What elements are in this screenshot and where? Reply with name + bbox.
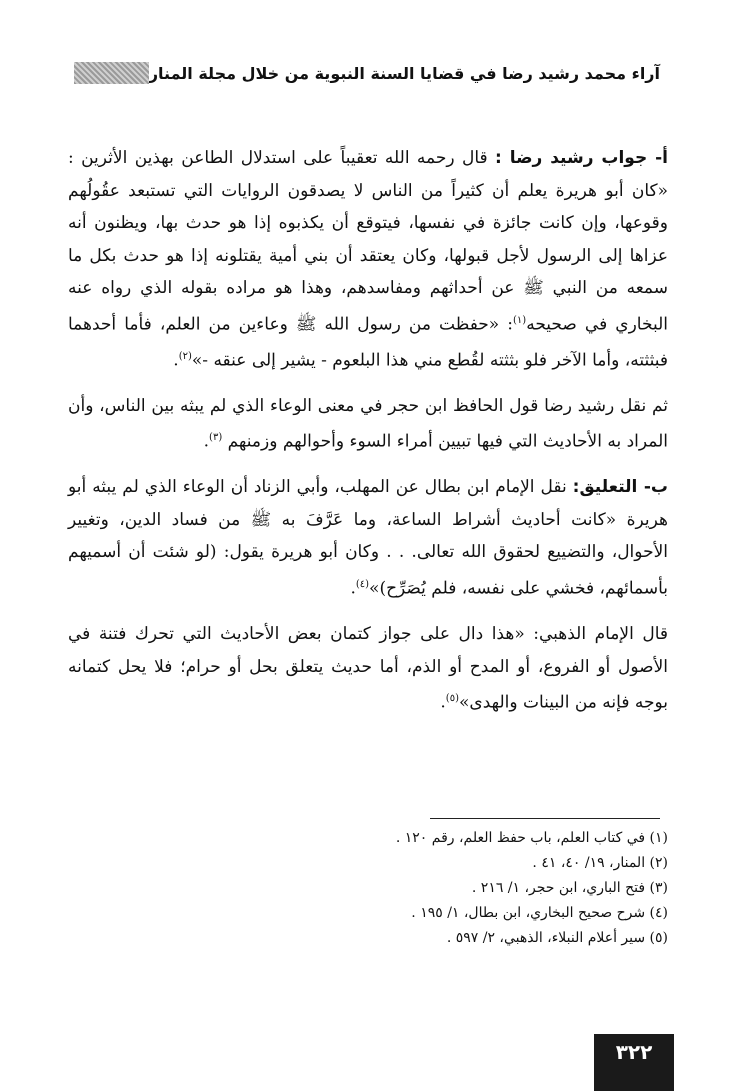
paragraph-text: . (173, 350, 179, 371)
footnote-ref[interactable]: (٣) (209, 432, 223, 444)
header-title: آراء محمد رشيد رضا في قضايا السنة النبوية من خلال مجلة المنار (148, 63, 660, 83)
section-lead-a: أ- جواب رشيد رضا : (495, 148, 669, 168)
paragraph-text: قال الإمام الذهبي: «هذا دال على جواز كتمان بعض الأحاديث التي تحرك فتنة في الأصول أو الفروع، أو المدح أو الذم، أما حديث يتعلق بحل أو حرام؛ فلا يحل كتمانه بوجه فإنه من البينات والهدى» (68, 624, 668, 713)
footnote-1: (١) في كتاب العلم، باب حفظ العلم، رقم ١٢٠ . (395, 830, 668, 846)
footnote-3: (٣) فتح الباري، ابن حجر، ١/ ٢١٦ . (471, 880, 668, 896)
paragraph-text: نقل الإمام ابن بطال عن المهلب، وأبي الزناد أن الوعاء الذي لم يبثه أبو هريرة «كانت أحاديث أشراط الساعة، وما عَرَّفَ به ﷺ من فساد الدين، وتغيير الأحوال، والتضييع لحقوق الله تعالى. . . وكان أبو هريرة يقول: (لو شئت أن أسميهم بأسمائهم، فخشي على نفسه، فلم يُصَرِّح)» (68, 477, 668, 599)
paragraph-ibn-hajar (68, 390, 668, 459)
paragraph-answer (68, 142, 668, 377)
footnote-ref[interactable]: (١) (513, 314, 527, 326)
section-lead-b: ب- التعليق: (572, 477, 668, 498)
footnote-2: (٢) المنار، ١٩/ ٤٠، ٤١ . (532, 855, 668, 871)
paragraph-text: : «حفظت من رسول الله ﷺ وعاءين من العلم، فأما أحدهما فبثثته، وأما الآخر فلو بثثته لقُطع مني هذا البلعوم - يشير إلى عنقه -» (68, 314, 668, 371)
paragraph-text: قال رحمه الله تعقيباً على استدلال الطاعن بهذين الأثرين : «كان أبو هريرة يعلم أن كثيراً من الناس لا يصدقون الروايات التي تستبعد عقُولُهم وقوعها، وإن كانت جائزة في نفسها، فيتوقع أن يكذبوه إذا هو حدث بها، ويظنون أنه عزاها إلى الرسول لأجل قبولها، وكان يعتقد أن بني أمية يقتلونه إذا هو حدث بكل ما سمعه من النبي ﷺ عن أحداثهم ومفاسدهم، وهذا هو مراده بقوله الذي رواه عنه البخاري في صحيحه (68, 148, 668, 335)
header-decorative-bar (74, 62, 149, 84)
running-header (60, 56, 660, 90)
paragraph-commentary (68, 471, 668, 605)
main-text (68, 142, 668, 732)
paragraph-text: . (350, 578, 356, 599)
paragraph-text: ثم نقل رشيد رضا قول الحافظ ابن حجر في معنى الوعاء الذي لم يبثه بين الناس، وأن المراد به الأحاديث التي فيها تبيين أمراء السوء وأحوالهم وزمنهم (68, 395, 668, 452)
footnote-5: (٥) سير أعلام النبلاء، الذهبي، ٢/ ٥٩٧ . (446, 930, 668, 946)
footnote-divider (430, 818, 660, 819)
footnote-ref[interactable]: (٤) (355, 578, 370, 590)
paragraph-text: . (440, 692, 446, 713)
page-number: ٣٢٢ (594, 1034, 674, 1091)
footnote-ref[interactable]: (٢) (178, 350, 192, 362)
footnote-4: (٤) شرح صحيح البخاري، ابن بطال، ١/ ١٩٥ . (411, 905, 668, 921)
paragraph-dhahabi (68, 618, 668, 719)
footnotes (68, 826, 668, 951)
paragraph-text: . (203, 431, 210, 452)
footnote-ref[interactable]: (٥) (445, 693, 459, 705)
